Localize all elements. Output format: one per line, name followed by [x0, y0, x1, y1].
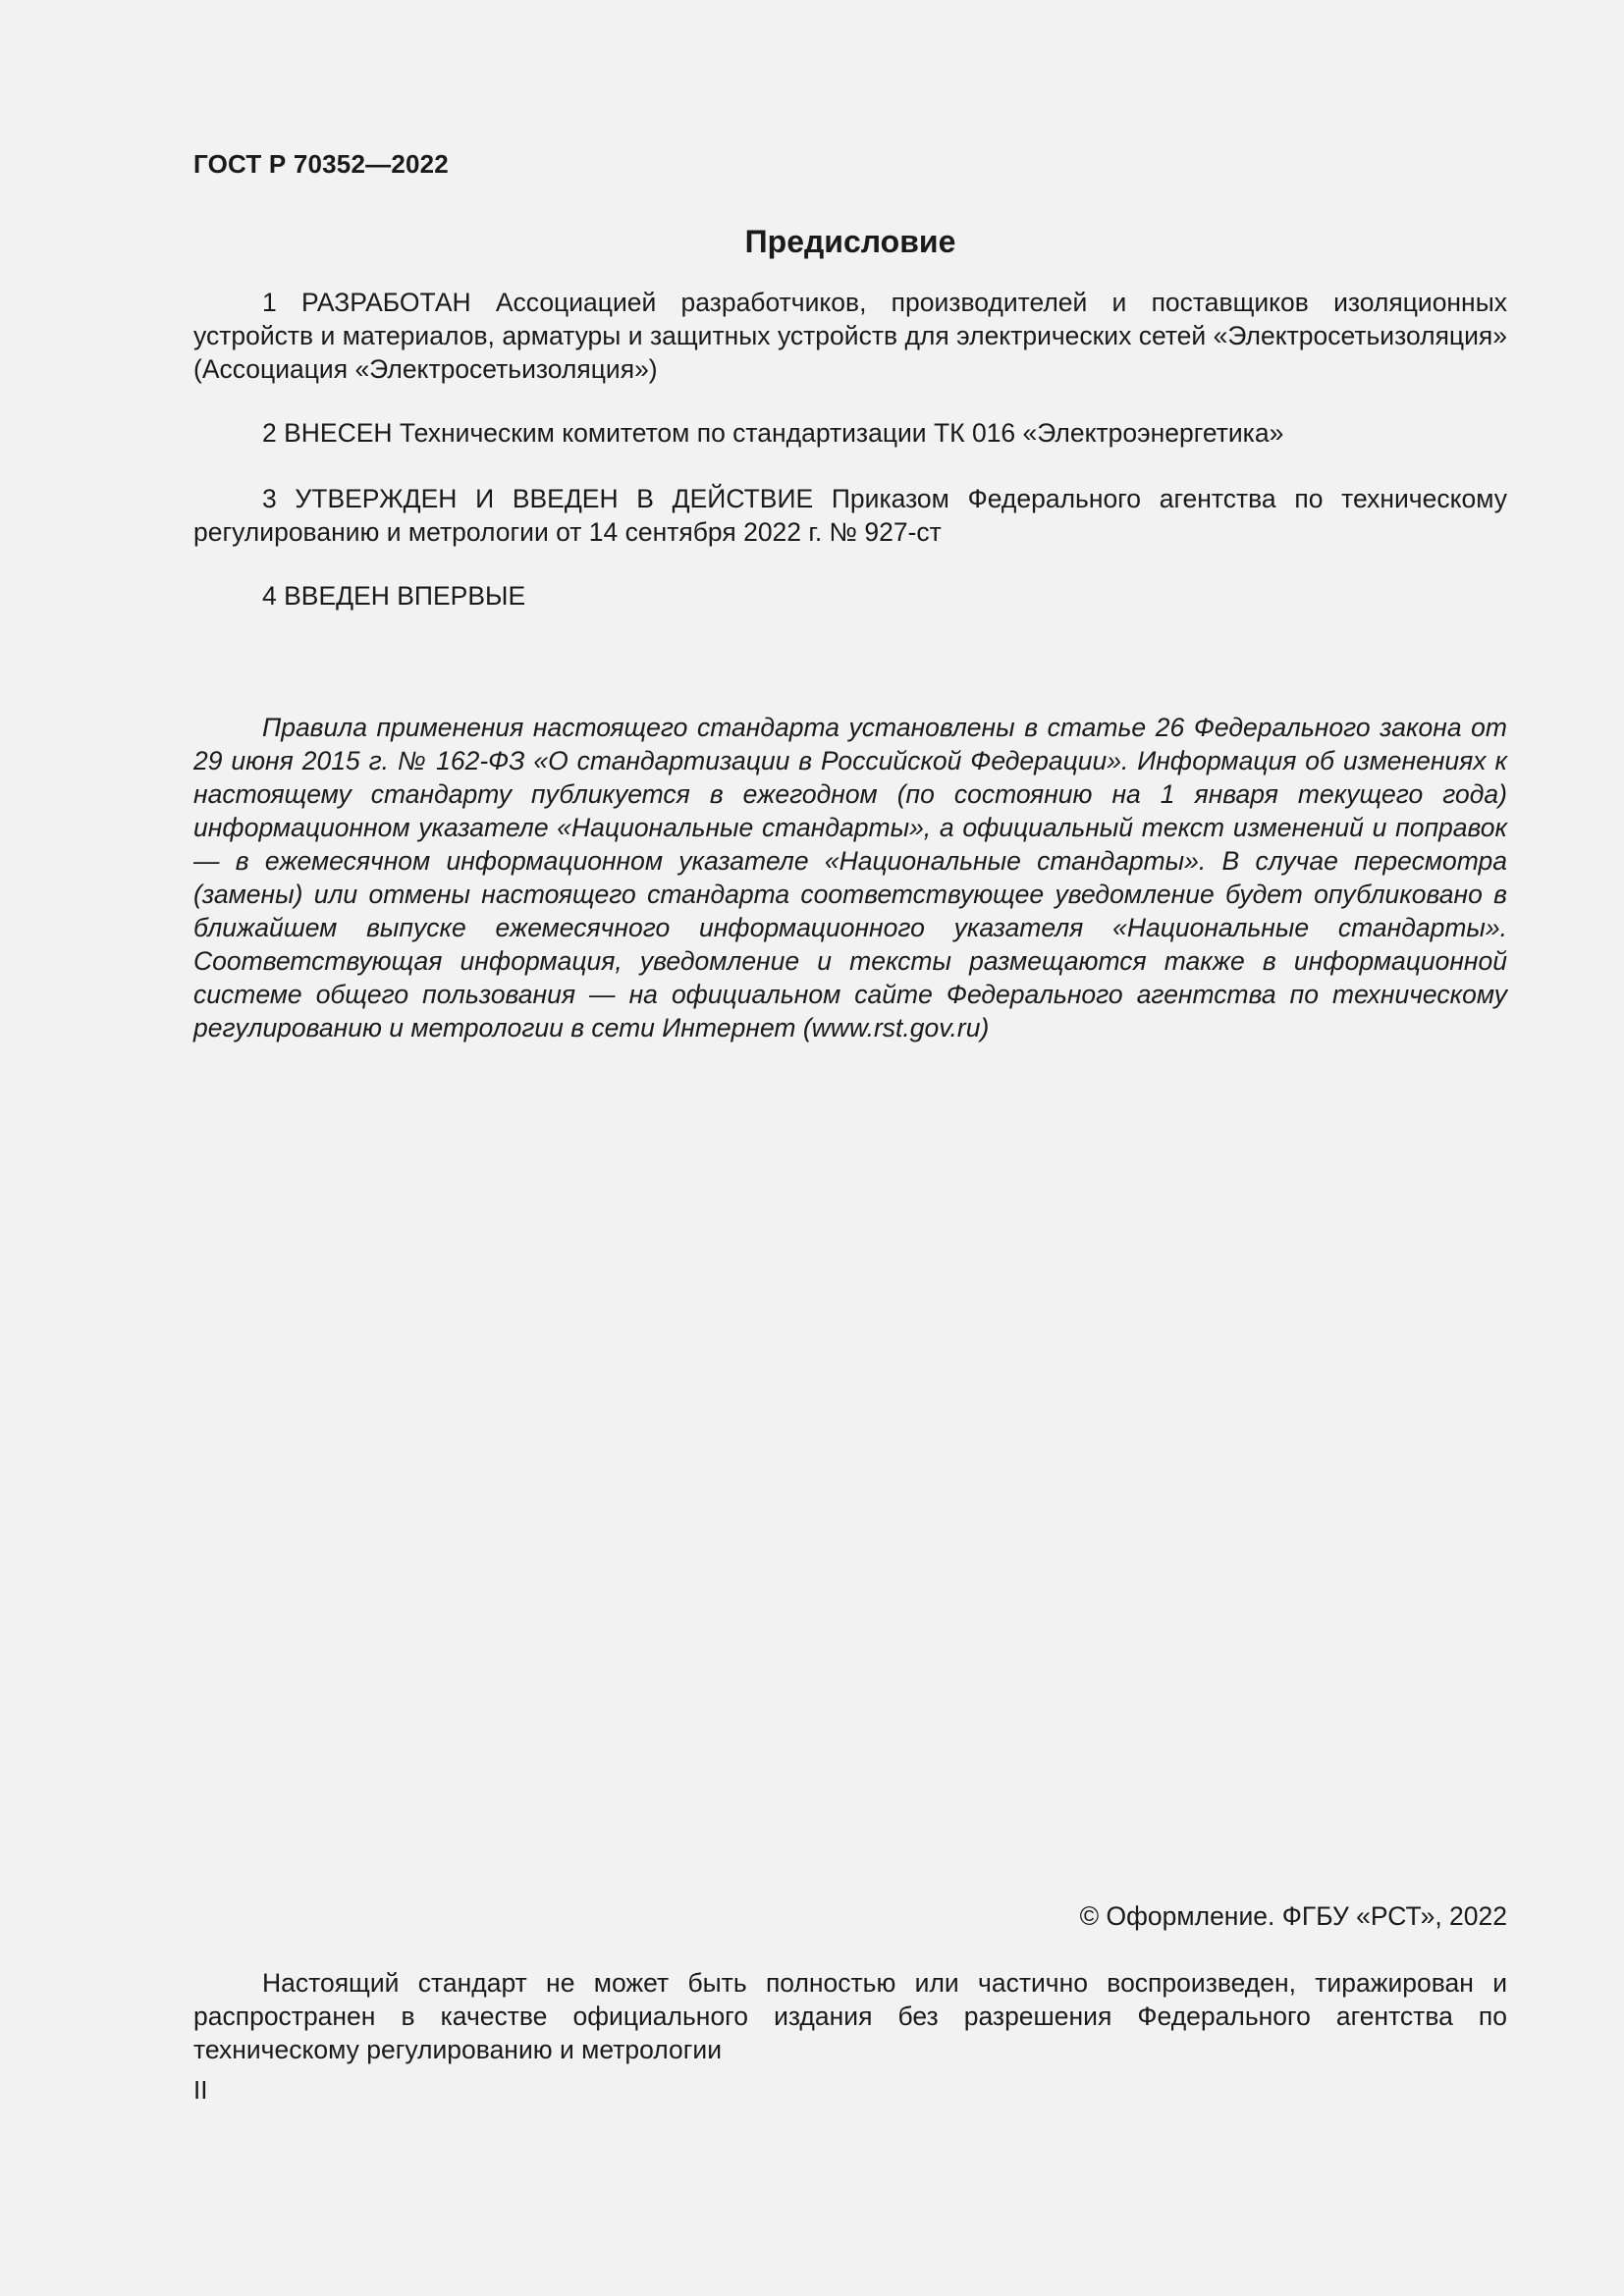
foreword-item-developed: 1 РАЗРАБОТАН Ассоциацией разработчиков, производителей и поставщиков изоляционных устройств и материалов, арматуры и защитных устройств для электрических сетей «Электросетьизоляция» (Ассоциация «Электросетьизоляция»)	[193, 288, 1507, 384]
reproduction-notice: Настоящий стандарт не может быть полностью или частично воспроизведен, тиражирован и распространен в качестве официального издания без разрешения Федерального агентства по техническому регулированию и метрологии	[193, 1968, 1507, 2064]
copyright-notice: © Оформление. ФГБУ «РСТ», 2022	[1079, 1901, 1507, 1931]
standard-code: ГОСТ Р 70352—2022	[193, 149, 449, 179]
page-number: II	[193, 2075, 208, 2105]
foreword-item-first-introduced: 4 ВВЕДЕН ВПЕРВЫЕ	[262, 581, 526, 611]
section-title: Предисловие	[744, 224, 956, 259]
foreword-item-approved: 3 УТВЕРЖДЕН И ВВЕДЕН В ДЕЙСТВИЕ Приказом Федерального агентства по техническому регулированию и метрологии от 14 сентября 2022 г. № 927-ст	[193, 484, 1507, 547]
application-rules-note: Правила применения настоящего стандарта установлены в статье 26 Федерального закона от 29 июня 2015 г. № 162-ФЗ «О стандартизации в Российской Федерации». Информация об изменениях к настоящему стандарту публикуется в ежегодном (по состоянию на 1 января текущего года) информационном указателе «Национальные стандарты», а официальный текст изменений и поправок — в ежемесячном информационном указателе «Национальные стандарты». В случае пересмотра (замены) или отмены настоящего стандарта соответствующее уведомление будет опубликовано в ближайшем выпуске ежемесячного информационного указателя «Национальные стандарты». Соответствующая информация, уведомление и тексты размещаются также в информационной системе общего пользования — на официальном сайте Федерального агентства по техническому регулированию и метрологии в сети Интернет (www.rst.gov.ru)	[193, 713, 1507, 1042]
foreword-item-introduced: 2 ВНЕСЕН Техническим комитетом по стандартизации ТК 016 «Электроэнергетика»	[262, 418, 1284, 448]
